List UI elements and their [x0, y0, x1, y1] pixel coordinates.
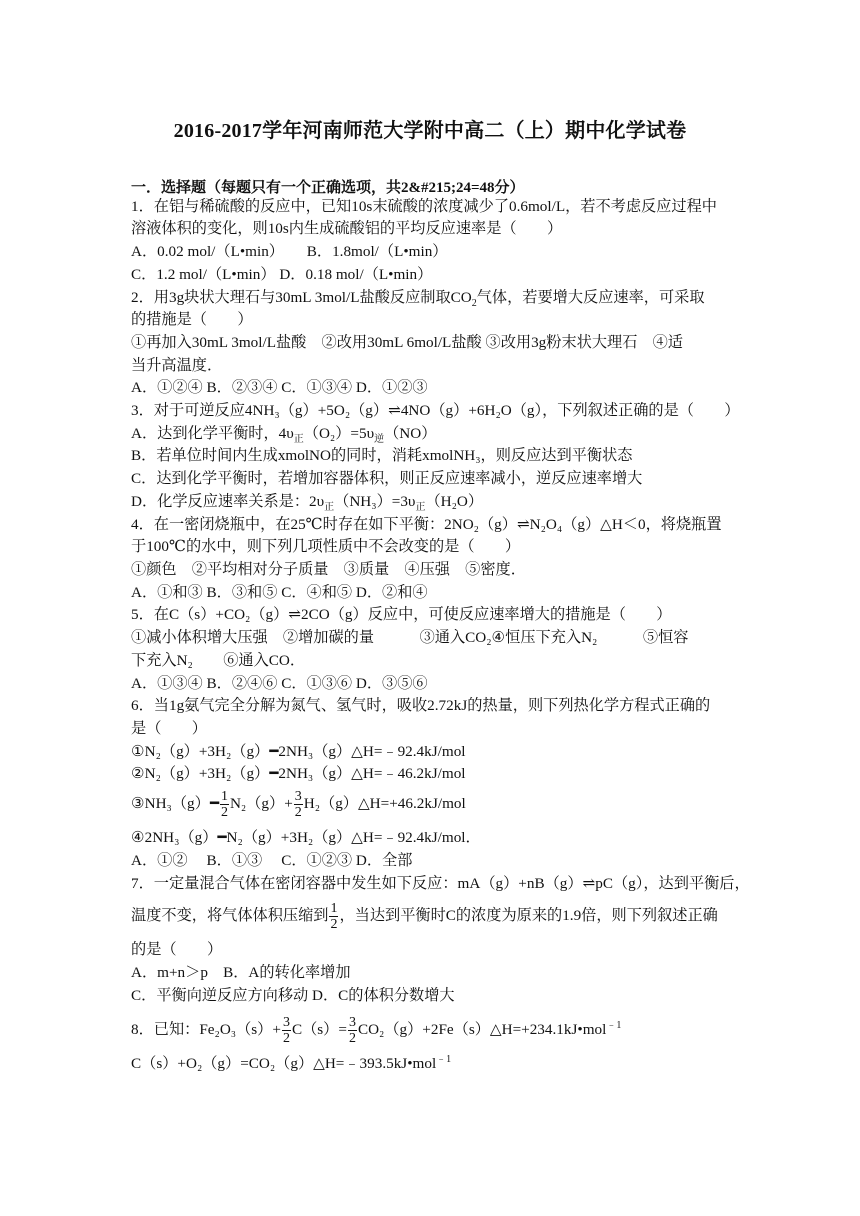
- q8-eq2-exponent: ﹣1: [436, 1053, 452, 1065]
- q8-equation-1: [131, 1014, 621, 1046]
- q3-d-sub1: 正: [324, 502, 335, 514]
- q6-eq3-part2: N₂（g）+: [229, 795, 293, 812]
- q2-options: A．①②④ B．②③④ C．①③④ D．①②③: [131, 379, 428, 396]
- q3-option-a: [131, 424, 436, 444]
- page-title: 2016-2017学年河南师范大学附中高二（上）期中化学试卷: [173, 120, 687, 142]
- q3-d-part3: （H₂O）: [425, 493, 484, 510]
- q8-frac2-num: 3: [348, 1015, 356, 1031]
- q3-a-part2: （O₂）=5υ: [303, 425, 375, 442]
- q2-stem-line1: 2．用3g块状大理石与30mL 3mol/L盐酸反应制取$CO_2$气体，若要增大反应速率，可采取: [131, 289, 705, 310]
- q2-stem-part1: 2．用3g块状大理石与30mL 3mol/L盐酸反应制取CO: [131, 289, 472, 306]
- q7-options-ab: A．m+n＞p B．A的转化率增加: [131, 964, 351, 981]
- q6-frac1-num: 1: [220, 789, 228, 805]
- q8-eq1-part1: 8．已知：Fe₂O₃（s）+: [131, 1021, 281, 1038]
- q1-stem-line1: 1．在铝与稀硫酸的反应中，已知10s末硫酸的浓度减少了0.6mol/L，若不考虑反应过程中: [131, 198, 717, 215]
- q4-stem-line2: 于100℃的水中，则下列几项性质中不会改变的是（ ）: [131, 538, 521, 555]
- q6-equation-4: ④2NH₃（g）━N₂（g）+3H₂（g）△H=﹣92.4kJ/mol．: [131, 829, 481, 846]
- q7-stem-line2: [131, 900, 718, 932]
- q6-eq3-part1: ③NH₃（g）━: [131, 795, 219, 812]
- q3-option-b: B．若单位时间内生成xmolNO的同时，消耗xmolNH₃，则反应达到平衡状态: [131, 447, 633, 464]
- q7-stem-line1: 7．一定量混合气体在密闭容器中发生如下反应：mA（g）+nB（g）⇌pC（g），达到平衡后，: [131, 875, 750, 892]
- q5-stem: 5．在C（s）+CO₂（g）⇌2CO（g）反应中，可使反应速率增大的措施是（ ）: [131, 606, 672, 623]
- q6-equation-3: [131, 788, 466, 820]
- q3-stem: 3．对于可逆反应4NH₃（g）+5O₂（g）⇌4NO（g）+6H₂O（g），下列叙述正确的是（ ）: [131, 402, 740, 419]
- q4-stem-line1: 4．在一密闭烧瓶中，在25℃时存在如下平衡：2NO₂（g）⇌N₂O₄（g）△H＜0，将烧瓶置: [131, 516, 722, 533]
- q2-measures-line1: ①再加入30mL 3mol/L盐酸 ②改用30mL 6mol/L盐酸 ③改用3g粉末状大理石 ④适: [131, 334, 683, 351]
- q8-eq1-exponent: ﹣1: [606, 1019, 622, 1031]
- q5-measures-line2: 下充入N₂ ⑥通入CO．: [131, 652, 306, 669]
- q3-option-d: [131, 492, 483, 512]
- q8-eq1-part2: C（s）=: [291, 1021, 347, 1038]
- q3-d-part2: （NH₃）=3υ: [334, 493, 416, 510]
- q6-frac1-den: 2: [220, 805, 228, 821]
- q7-frac-num: 1: [330, 901, 338, 917]
- q8-frac1-num: 3: [282, 1015, 290, 1031]
- q6-frac2-den: 2: [294, 805, 302, 821]
- q3-a-part1: A．达到化学平衡时，4υ: [131, 425, 294, 442]
- q8-fraction-1: [282, 1015, 291, 1046]
- q5-measures-line1: ①减小体积增大压强 ②增加碳的量 ③通入CO₂④恒压下充入N₂ ⑤恒容: [131, 629, 689, 646]
- q7-stem-line3: 的是（ ）: [131, 941, 223, 958]
- q8-eq2-text: C（s）+O₂（g）=CO₂（g）△H=﹣393.5kJ•mol: [131, 1055, 437, 1072]
- q3-a-part3: （NO）: [384, 425, 437, 442]
- q8-frac2-den: 2: [348, 1031, 356, 1047]
- q7-frac-den: 2: [330, 917, 338, 933]
- q6-eq3-part3: H₂（g）△H=+46.2kJ/mol: [303, 795, 466, 812]
- section-heading: 一．选择题（每题只有一个正确选项，共2&#215;24=48分）: [131, 180, 525, 196]
- q8-frac1-den: 2: [282, 1031, 290, 1047]
- q7-options-cd: C．平衡向逆反应方向移动 D．C的体积分数增大: [131, 987, 455, 1004]
- q7-stem-part2: ，当达到平衡时C的浓度为原来的1.9倍，则下列叙述正确: [339, 907, 718, 924]
- q1-options-ab: A．0.02 mol/（L•min） B．1.8mol/（L•min）: [131, 243, 448, 260]
- q6-fraction-1: [220, 789, 229, 820]
- q3-d-sub2: 正: [415, 502, 426, 514]
- q4-options: A．①和③ B．③和⑤ C．④和⑤ D．②和④: [131, 584, 428, 601]
- q8-equation-2: [131, 1054, 451, 1074]
- q8-fraction-2: [348, 1015, 357, 1046]
- q6-stem-line1: 6．当1g氨气完全分解为氮气、氢气时，吸收2.72kJ的热量，则下列热化学方程式正确的: [131, 697, 711, 714]
- q6-equation-1: ①N₂（g）+3H₂（g）━2NH₃（g）△H=﹣92.4kJ/mol: [131, 743, 466, 760]
- q4-properties: ①颜色 ②平均相对分子质量 ③质量 ④压强 ⑤密度．: [131, 561, 526, 578]
- q2-stem-line2: 的措施是（ ）: [131, 311, 253, 328]
- q6-stem-line2: 是（ ）: [131, 720, 207, 737]
- q6-equation-2: ②N₂（g）+3H₂（g）━2NH₃（g）△H=﹣46.2kJ/mol: [131, 765, 466, 782]
- q7-fraction: [329, 901, 338, 932]
- q6-fraction-2: [294, 789, 303, 820]
- q1-options-cd: C．1.2 mol/（L•min） D．0.18 mol/（L•min）: [131, 266, 433, 283]
- q3-a-sub2: 逆: [374, 434, 385, 446]
- q8-eq1-part3: CO₂（g）+2Fe（s）△H=+234.1kJ•mol: [357, 1021, 607, 1038]
- q5-options: A．①③④ B．②④⑥ C．①③⑥ D．③⑤⑥: [131, 675, 428, 692]
- q3-d-part1: D．化学反应速率关系是：2υ: [131, 493, 325, 510]
- q1-stem-line2: 溶液体积的变化，则10s内生成硫酸铝的平均反应速率是（ ）: [131, 220, 563, 237]
- q2-measures-line2: 当升高温度．: [131, 357, 223, 374]
- q3-option-c: C．达到化学平衡时，若增加容器体积，则正反应速率减小，逆反应速率增大: [131, 470, 643, 487]
- q3-a-sub1: 正: [293, 434, 304, 446]
- q6-frac2-num: 3: [294, 789, 302, 805]
- q6-options: A．①② B．①③ C．①②③ D．全部: [131, 852, 413, 869]
- q2-stem-part2: 气体，若要增大反应速率，可采取: [476, 289, 705, 306]
- q7-stem-part1: 温度不变，将气体体积压缩到: [131, 907, 329, 924]
